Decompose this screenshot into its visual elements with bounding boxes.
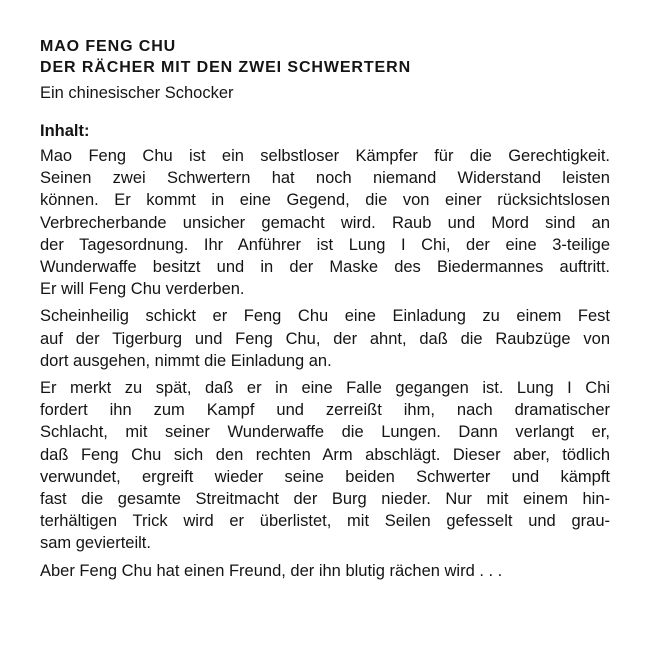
text-line: Schlacht, mit seiner Wunderwaffe die Lungen. Dann verlangt er,	[40, 423, 610, 442]
title-line-1: MAO FENG CHU	[40, 38, 177, 55]
text-line: verwundet, ergreift wieder seine beiden Schwerter und kämpft	[40, 467, 610, 486]
text-line: Verbrecherbande unsicher gemacht wird. Raub und Mord sind an	[40, 213, 610, 232]
section-heading: Inhalt:	[40, 122, 90, 140]
text-line: Er will Feng Chu verderben.	[40, 280, 245, 299]
text-line: Scheinheilig schickt er Feng Chu eine Einladung zu einem Fest	[40, 307, 610, 326]
synopsis-body	[40, 145, 610, 582]
text-line: Er merkt zu spät, daß er in eine Falle gegangen ist. Lung I Chi	[40, 379, 610, 398]
text-line: der Tagesordnung. Ihr Anführer ist Lung I Chi, der eine 3-teilige	[40, 235, 610, 254]
text-line: Aber Feng Chu hat einen Freund, der ihn blutig rächen wird . . .	[40, 561, 503, 580]
text-line: Wunderwaffe besitzt und in der Maske des Biedermannes auftritt.	[40, 258, 610, 277]
paragraph	[40, 560, 610, 582]
paragraph	[40, 377, 610, 555]
text-line: Seinen zwei Schwertern hat noch niemand Widerstand leisten	[40, 169, 610, 188]
text-line: daß Feng Chu sich den rechten Arm abschlägt. Dieser aber, tödlich	[40, 445, 610, 464]
text-line: auf der Tigerburg und Feng Chu, der ahnt, daß die Raubzüge von	[40, 329, 610, 348]
text-line: fordert ihn zum Kampf und zerreißt ihm, nach dramatischer	[40, 401, 610, 420]
subtitle: Ein chinesischer Schocker	[40, 84, 234, 102]
paragraph	[40, 305, 610, 372]
text-line: können. Er kommt in eine Gegend, die von einer rücksichtslosen	[40, 191, 610, 210]
text-line: Mao Feng Chu ist ein selbstloser Kämpfer für die Gerechtigkeit.	[40, 147, 610, 165]
text-line: terhältigen Trick wird er überlistet, mit Seilen gefesselt und grau-	[40, 512, 610, 531]
text-line: sam gevierteilt.	[40, 534, 151, 553]
text-line: fast die gesamte Streitmacht der Burg nieder. Nur mit einem hin-	[40, 490, 610, 509]
text-line: dort ausgehen, nimmt die Einladung an.	[40, 351, 332, 370]
paragraph	[40, 145, 610, 300]
title-line-2: DER RÄCHER MIT DEN ZWEI SCHWERTERN	[40, 59, 412, 76]
